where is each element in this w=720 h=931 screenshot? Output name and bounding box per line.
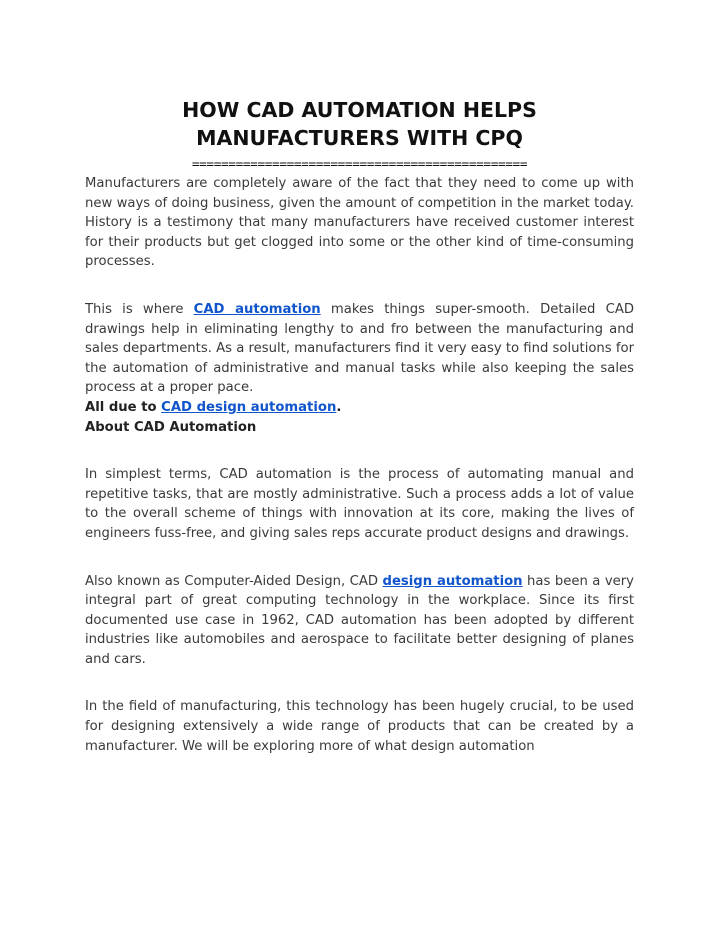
paragraph-text: has been a very integral part of great computing technology in the workplace. Since its first documented use case in 1962, CAD automation has been adopted by different industries like automobiles and aerospace to facilitate better designing of planes and cars.	[85, 573, 634, 667]
section-heading-about: About CAD Automation	[85, 419, 257, 435]
paragraph-text: Also known as Computer-Aided Design, CAD	[85, 573, 383, 589]
title-line-2: MANUFACTURERS WITH CPQ	[196, 126, 523, 150]
cad-design-automation-link[interactable]: CAD design automation	[161, 399, 337, 415]
document-title	[85, 96, 634, 152]
paragraph-also-known	[85, 572, 634, 670]
paragraph-text: This is where	[85, 301, 194, 317]
paragraph-intro: Manufacturers are completely aware of the fact that they need to come up with new ways of doing business, given the amount of competition in the market today. History is a testimony that many manufacturers have received customer interest for their products but get clogged into some or the other kind of time-consuming processes.	[85, 176, 634, 270]
paragraph-simplest-terms: In simplest terms, CAD automation is the process of automating manual and repetitive tasks, that are mostly administrative. Such a process adds a lot of value to the overall scheme of things with innovation at its core, making the lives of engineers fuss-free, and giving sales reps accurate product designs and drawings.	[85, 467, 634, 541]
title-separator: ==============================================	[191, 156, 528, 171]
paragraph-cad-automation	[85, 300, 634, 398]
all-due-to-text: All due to	[85, 399, 162, 415]
all-due-to-line	[85, 398, 634, 418]
cad-automation-link[interactable]: CAD automation	[193, 301, 321, 317]
design-automation-link[interactable]: design automation	[382, 573, 523, 589]
paragraph-text: makes things super-smooth. Detailed CAD drawings help in eliminating lengthy to and fro between the manufacturing and sales departments. As a result, manufacturers find it very easy to find solutions for the automation of administrative and manual tasks while also keeping the sales process at a proper pace.	[85, 301, 635, 396]
paragraph-manufacturing: In the field of manufacturing, this technology has been hugely crucial, to be used for designing extensively a wide range of products that can be created by a manufacturer. We will be exploring more of what design automation	[85, 699, 634, 754]
title-line-1: HOW CAD AUTOMATION HELPS	[182, 98, 537, 122]
all-due-to-period: .	[336, 399, 342, 415]
document-page	[85, 96, 634, 756]
